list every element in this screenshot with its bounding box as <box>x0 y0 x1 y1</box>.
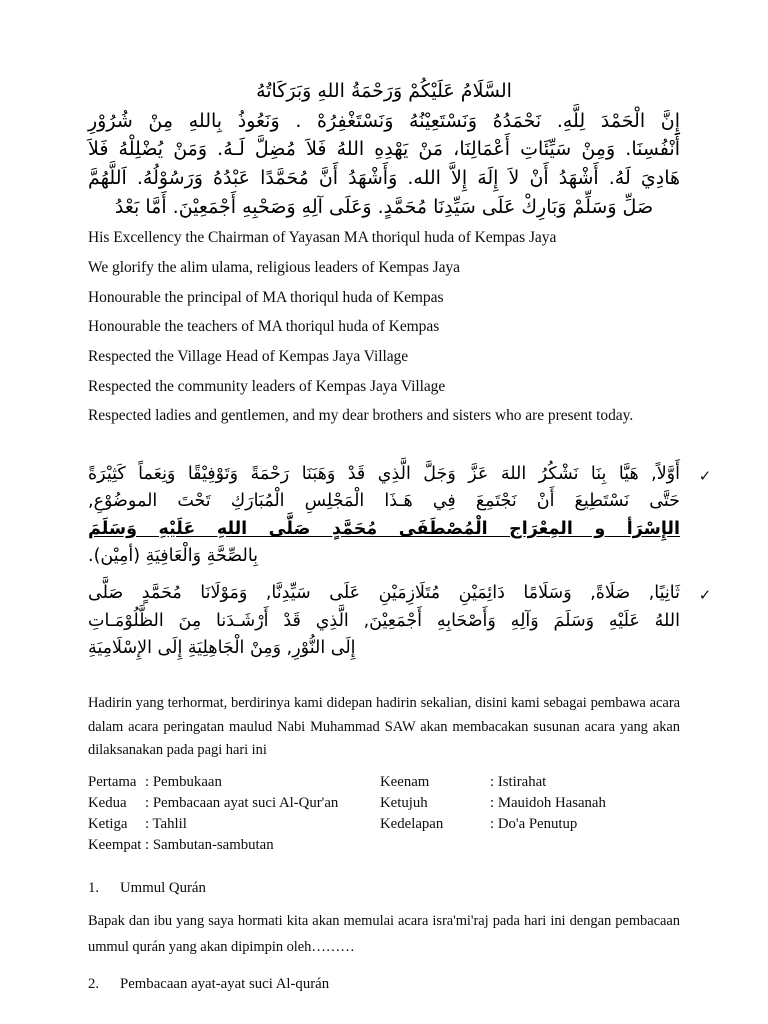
agenda-value <box>490 772 546 793</box>
agenda-cell-left <box>88 814 380 835</box>
agenda-value-text: Pembukaan <box>152 773 222 790</box>
honorific-line: Honourable the principal of MA thoriqul huda of Kempas <box>88 288 444 306</box>
honorific-line: Respected ladies and gentlemen, and my dear brothers and sisters who are present today. <box>88 407 634 425</box>
agenda-two-column-list <box>88 772 680 856</box>
agenda-label: Keenam <box>380 773 430 790</box>
arabic-bullet-text <box>88 580 680 662</box>
agenda-label: Kedelapan <box>380 815 444 832</box>
item-number: 1. <box>88 879 100 896</box>
arabic-invocation-line: صَلِّ وَسَلِّمْ وَبَارِكْ عَلَى سَيِّدِنَا مُحَمَّدٍ. وَعَلَى آلِهِ وَصَحْبِهِ أَجْمَعِيْنَ. أَمَّا بَعْدُ <box>114 196 654 219</box>
item-title: Pembacaan ayat-ayat suci Al-qurán <box>120 976 330 993</box>
honorific-line: We glorify the alim ulama, religious leaders of Kempas Jaya <box>88 258 460 276</box>
arabic-bullet-item <box>88 461 712 570</box>
agenda-label <box>380 835 490 856</box>
agenda-row <box>88 772 680 793</box>
arabic-bullet-line: اللهُ عَلَيْهِ وَسَلَمَ وَآلِهِ وَأَصْحَابِهِ أَجْمَعِيْنَ, الَّذِي قَدْ أَرْشَـدَنا مِنَ الظَّلُوْمَـاتِ <box>88 610 680 631</box>
honorific-address-list <box>88 230 680 425</box>
agenda-value <box>145 835 274 856</box>
agenda-value-text: Do'a Penutup <box>497 815 578 832</box>
agenda-value-text: Sambutan-sambutan <box>152 836 274 853</box>
honorific-line: Respected the community leaders of Kempas Jaya Village <box>88 377 446 395</box>
numbered-item-list <box>88 878 680 995</box>
agenda-label: Ketiga <box>88 815 128 832</box>
agenda-label: Pertama <box>88 773 137 790</box>
page-content <box>88 78 712 997</box>
agenda-cell-right <box>380 814 577 835</box>
arabic-bullet-line: ثَانِيًا, صَلَاةً, وَسَلَامًا دَائِمَيْنِ مُتَلَازِمَيْنِ عَلَى سَيِّدِنَّا, وَمَوْلَانَا مُحَمَّدٍ صَلَّى <box>88 583 680 604</box>
agenda-separator: : <box>145 836 153 853</box>
agenda-separator: : <box>145 794 153 811</box>
agenda-separator: : <box>145 773 153 790</box>
arabic-invocation-line: أَنْفُسِنَا. وَمِنْ سَيِّئَاتِ أَعْمَالِنَا، مَنْ يَهْدِهِ اللهُ فَلاَ مُضِلَّ لَـهُ. وَمَنْ يُضْلِلْهُ فَلاَ <box>88 138 680 161</box>
agenda-value <box>490 793 606 814</box>
agenda-value <box>145 793 338 814</box>
arabic-bullet-text <box>88 461 680 570</box>
agenda-row <box>88 814 680 835</box>
agenda-value-text: Mauidoh Hasanah <box>497 794 606 811</box>
item-number: 2. <box>88 976 100 993</box>
agenda-value-text: Tahlil <box>152 815 187 832</box>
agenda-cell-left <box>88 793 380 814</box>
arabic-bullet-line: إِلَى النُّوْرِ, وَمِنْ الْجَاهِلِيَةِ إِلَى الإِسْلَامِيَةِ <box>88 637 356 658</box>
arabic-bullet-line: أَوَّلاً, هَيَّا بِنَا نَشْكُرُ اللهَ عَزَّ وَجَلَّ الَّذِي قَدْ وَهَبَنَا رَحْمَةً وَتَوْفِيْقًا وَنِعَماً كَثِيْرَةً <box>88 464 680 485</box>
arabic-bullet-list <box>88 461 712 662</box>
agenda-cell-left <box>88 772 380 793</box>
agenda-row <box>88 835 680 856</box>
checkmark-icon: ✓ <box>698 586 712 605</box>
agenda-value <box>490 814 577 835</box>
item-body-text: Bapak dan ibu yang saya hormati kita akan memulai acara isra'mi'raj pada hari ini dengan pembacaan ummul qurán yang akan dipimpin oleh……… <box>88 913 680 956</box>
agenda-value <box>145 814 187 835</box>
arabic-bullet-line: حَتَّى نَسْتَطِيعَ أَنْ نَجْتَمِعَ فِي هَـذَا الْمَجْلِسِ الْمُبَارَكِ تَحْتَ الموضُوْعِ, <box>88 491 680 512</box>
agenda-cell-right <box>380 835 490 856</box>
item-title: Ummul Qurán <box>120 879 206 896</box>
indonesian-intro-paragraph: Hadirin yang terhormat, berdirinya kami didepan hadirin sekalian, disini kami sebagai pembawa acara dalam acara peringatan maulud Nabi Muhammad SAW akan membacakan susunan acara yang akan dilaksanakan pada pagi hari ini <box>88 695 680 759</box>
arabic-invocation-line: هَادِيَ لَهُ. أَشْهَدُ أَنْ لاَ إِلَهَ إِلاَّ الله. وَأَشْهَدُ أَنَّ مُحَمَّدًا عَبْدُهُ وَرَسُوْلُهُ. اَللَّهُمَّ <box>88 167 680 190</box>
arabic-invocation-paragraph <box>88 107 680 223</box>
agenda-value-text: Istirahat <box>497 773 547 790</box>
agenda-label: Keempat <box>88 836 142 853</box>
honorific-line: Respected the Village Head of Kempas Jaya Village <box>88 347 409 365</box>
checkmark-icon: ✓ <box>698 467 712 486</box>
numbered-item <box>88 974 680 995</box>
arabic-bullet-line: بِالصِّحَّةِ وَالْعَافِيَةِ (أمِيْن). <box>88 546 259 567</box>
agenda-cell-right <box>380 772 546 793</box>
agenda-row <box>88 793 680 814</box>
agenda-separator: : <box>490 794 498 811</box>
agenda-cell-right <box>380 793 606 814</box>
agenda-label: Ketujuh <box>380 794 428 811</box>
agenda-separator: : <box>145 815 153 832</box>
arabic-greeting-salam: السَّلَامُ عَلَيْكُمْ وَرَحْمَةُ اللهِ وَبَرَكَاتُهُ <box>256 80 512 102</box>
arabic-bullet-item <box>88 580 712 662</box>
agenda-value-text: Pembacaan ayat suci Al-Qur'an <box>152 794 339 811</box>
numbered-item <box>88 878 680 899</box>
arabic-invocation-line: إِنَّ الْحَمْدَ لِلَّهِ. نَحْمَدُهُ وَنَسْتَعِيْنُهُ وَنَسْتَغْفِرُهْ . وَنَعُوذُ بِاللهِ مِنْ شُرُوْرِ <box>88 109 680 132</box>
arabic-bullet-line-emphasis: الإِسْرَأ و المِعْرَاج الْمُصْطَفَى مُحَمَّدٍ صَلَّى اللهِ عَلَيْهِ وَسَلَمَ <box>88 518 680 539</box>
honorific-line: His Excellency the Chairman of Yayasan MA thoriqul huda of Kempas Jaya <box>88 229 557 247</box>
honorific-line: Honourable the teachers of MA thoriqul huda of Kempas <box>88 318 440 336</box>
agenda-cell-left <box>88 835 380 856</box>
agenda-separator: : <box>490 815 498 832</box>
agenda-value <box>145 772 222 793</box>
agenda-label: Kedua <box>88 794 127 811</box>
agenda-separator: : <box>490 773 498 790</box>
